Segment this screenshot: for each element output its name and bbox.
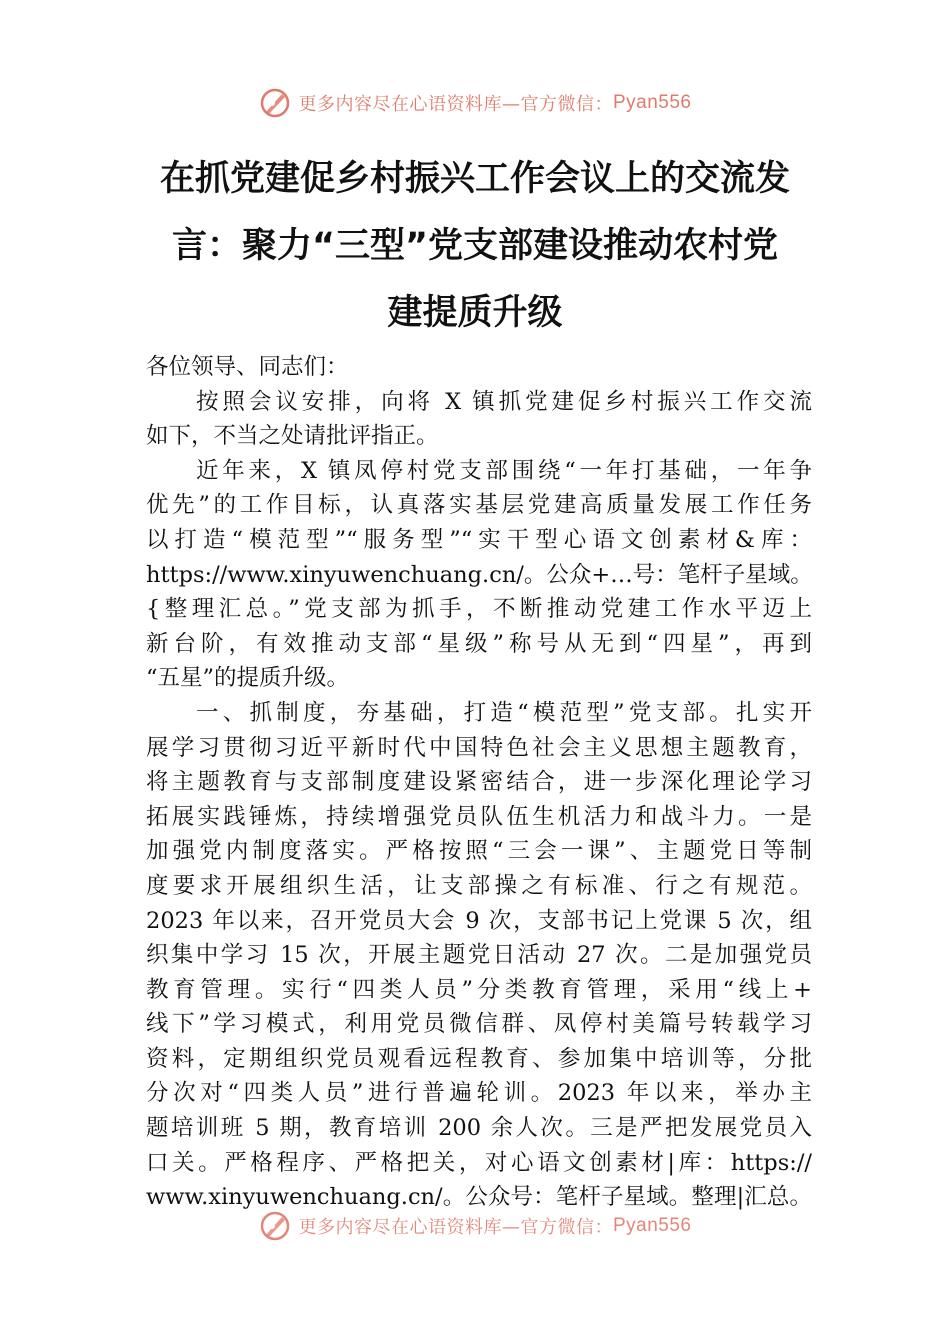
body-line: 分次对“四类人员”进行普遍轮训。2023 年以来，举办主 [146,1080,812,1107]
watermark-wechat: Pyan556 [612,1215,692,1236]
body-line: 新台阶，有效推动支部“星级”称号从无到“四星”，再到 [146,630,812,657]
body-line: “五星”的提质升级。 [146,665,350,692]
body-line: 优先”的工作目标，认真落实基层党建高质量发展工作任务 [146,492,812,519]
body-line: 将主题教育与支部制度建设紧密结合，进一步深化理论学习 [146,769,812,796]
body-line: 展学习贯彻习近平新时代中国特色社会主义思想主题教育， [146,734,812,761]
pen-logo-icon [258,1209,292,1243]
title-line: 建提质升级 [387,293,563,333]
document-body [146,350,812,1215]
document-title [140,146,810,347]
body-line: 以打造“模范型”“服务型”“实干型心语文创素材&库： [146,526,812,553]
body-line: {整理汇总。”党支部为抓手，不断推动党建工作水平迈上 [146,596,812,623]
body-line: 如下，不当之处请批评指正。 [146,423,439,450]
watermark-wechat: Pyan556 [612,92,692,113]
watermark-text: 更多内容尽在心语资料库—官方微信： [298,94,613,115]
title-line: 言：聚力“三型”党支部建设推动农村党 [171,226,778,266]
pen-logo-icon [258,86,292,120]
body-line: 按照会议安排，向将 X 镇抓党建促乡村振兴工作交流 [196,388,812,415]
body-line: 一、抓制度，夯基础，打造“模范型”党支部。扎实开 [196,699,812,726]
watermark-footer [0,1206,950,1246]
title-line: 在抓党建促乡村振兴工作会议上的交流发 [159,159,790,199]
body-line: 织集中学习 15 次，开展主题党日活动 27 次。二是加强党员 [146,942,812,969]
body-line: 题培训班 5 期，教育培训 200 余人次。三是严把发展党员入 [146,1115,812,1142]
body-line: 教育管理。实行“四类人员”分类教育管理，采用“线上+ [146,976,812,1003]
body-line: https://www.xinyuwenchuang.cn/。公众+…号：笔杆子星域。 [146,561,813,588]
body-line: 口关。严格程序、严格把关，对心语文创素材|库：https:// [146,1149,812,1176]
salutation: 各位领导、同志们： [146,354,349,380]
body-line: 加强党内制度落实。严格按照“三会一课”、主题党日等制 [146,838,812,865]
body-line: 度要求开展组织生活，让支部操之有标准、行之有规范。 [146,872,812,899]
watermark-text: 更多内容尽在心语资料库—官方微信： [298,1217,613,1238]
body-line: 2023 年以来，召开党员大会 9 次，支部书记上党课 5 次，组 [146,907,812,934]
watermark-header [0,83,950,123]
body-line: www.xinyuwenchuang.cn/。公众号：笔杆子星域。整理|汇总。 [146,1184,812,1211]
body-line: 拓展实践锤炼，持续增强党员队伍生机活力和战斗力。一是 [146,803,812,830]
body-line: 近年来，X 镇凤停村党支部围绕“一年打基础，一年争 [196,457,812,484]
body-line: 线下”学习模式，利用党员微信群、凤停村美篇号转载学习 [146,1011,812,1038]
body-line: 资料，定期组织党员观看远程教育、参加集中培训等，分批 [146,1045,812,1072]
